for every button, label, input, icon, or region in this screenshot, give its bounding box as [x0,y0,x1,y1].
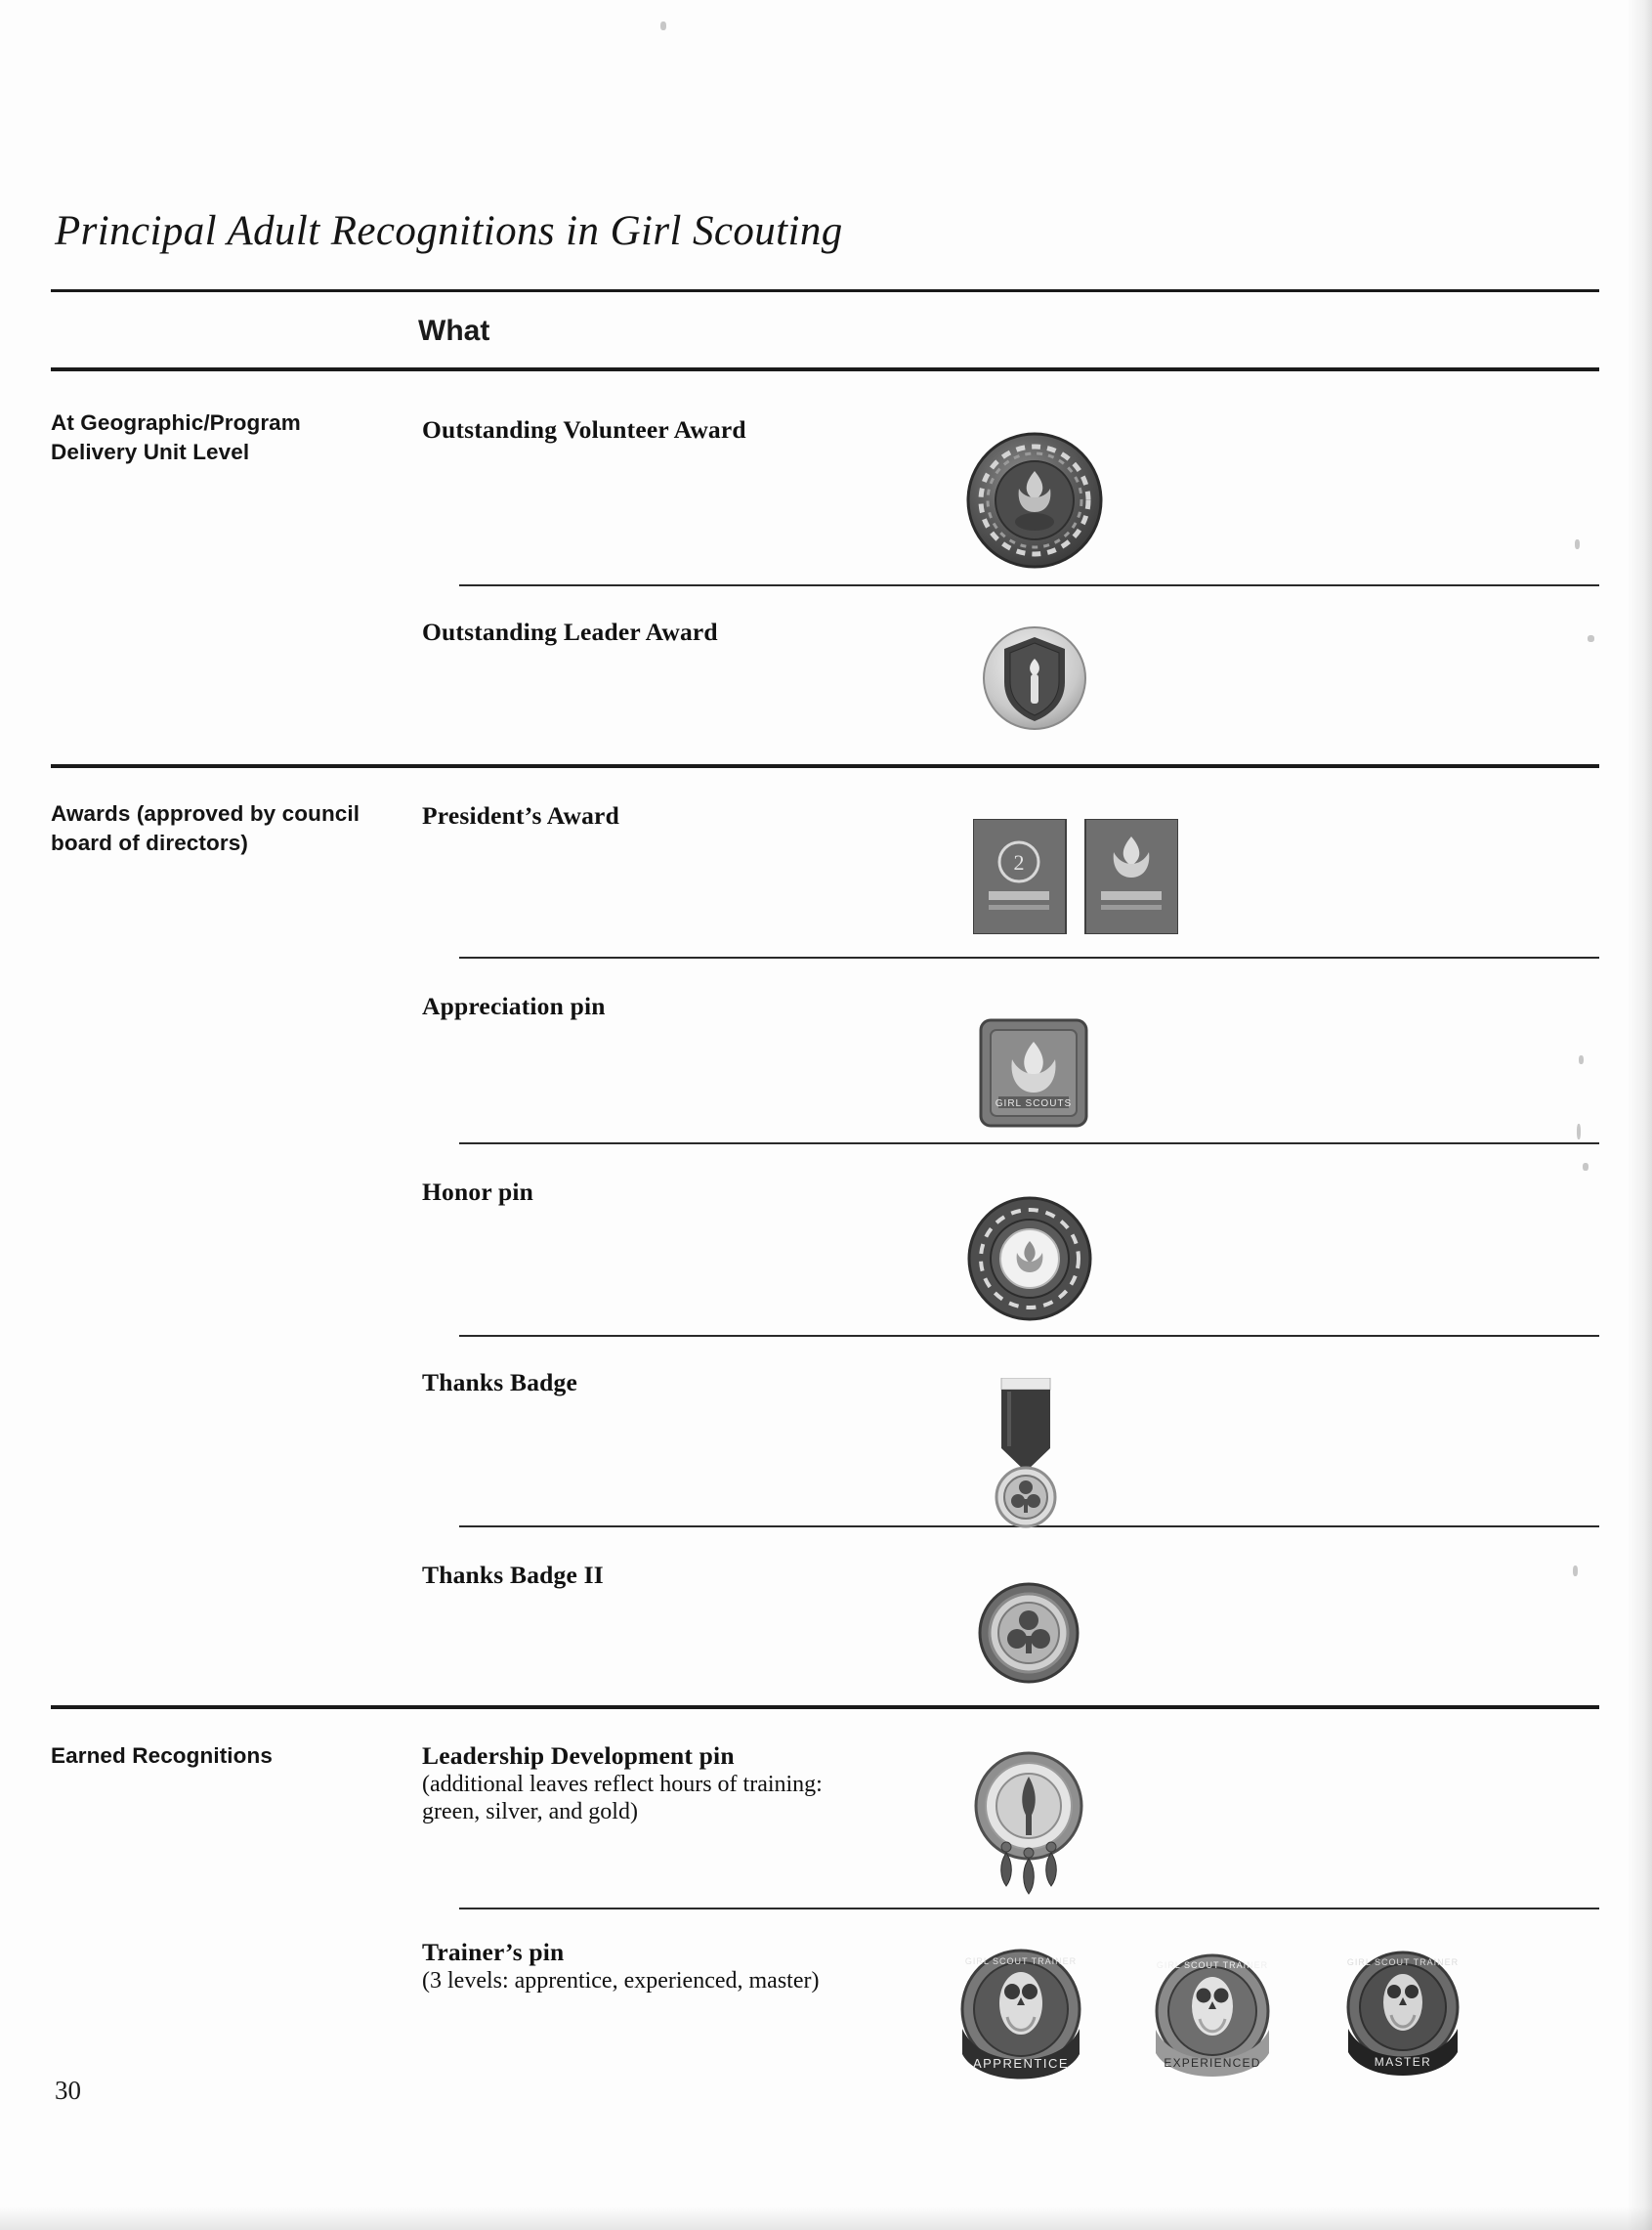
rule-row-divider-3 [459,1142,1599,1144]
row-item-honor-pin [422,1178,832,1207]
category-label-geographic: At Geographic/Program Delivery Unit Level [51,410,301,464]
page-title: Principal Adult Recognitions in Girl Scouting [55,208,843,254]
scan-speck [1579,1055,1584,1064]
rule-row-divider-1 [459,584,1599,586]
row-item-presidents-award [422,801,832,831]
row-item-trainers-pin [422,1938,832,1994]
rule-section-divider-1 [51,764,1599,768]
art-appreciation-pin [977,1016,1090,1130]
item-name: Thanks Badge II [422,1561,604,1589]
category-label-earned-recognitions: Earned Recognitions [51,1743,273,1768]
category-label-awards: Awards (approved by council board of directors) [51,801,360,855]
art-thanks-badge [972,1378,1080,1534]
trainer-badge-top-label: GIRL SCOUT TRAINER [1346,1957,1460,1967]
art-thanks-badge-ii [977,1581,1080,1685]
scan-speck [660,21,666,30]
row-item-appreciation-pin [422,992,832,1021]
column-header-what: What [418,315,490,347]
item-name: Outstanding Leader Award [422,618,718,646]
rule-section-divider-2 [51,1705,1599,1709]
trainer-badge-top-label: GIRL SCOUT TRAINER [1156,1960,1269,1970]
item-name: Appreciation pin [422,992,606,1020]
scan-edge-shadow [1627,0,1652,2230]
page-number: 30 [55,2076,81,2105]
scan-speck [1577,1124,1581,1139]
trainer-badge-label: APPRENTICE [972,2056,1070,2071]
item-name: President’s Award [422,801,619,830]
rule-row-divider-4 [459,1335,1599,1337]
art-outstanding-volunteer-award [962,428,1107,573]
art-outstanding-leader-award [969,625,1100,731]
row-item-thanks-badge [422,1368,832,1397]
rule-top [51,289,1599,292]
scan-speck [1575,539,1580,549]
scan-speck [1583,1163,1588,1171]
trainer-badge-label: EXPERIENCED [1164,2056,1261,2070]
item-name: Thanks Badge [422,1368,578,1396]
art-presidents-award [973,819,1178,934]
art-honor-pin [962,1194,1097,1323]
rule-header-bottom [51,367,1599,371]
item-name: Leadership Development pin [422,1741,735,1770]
row-item-thanks-badge-ii [422,1561,832,1590]
row-item-leadership-development-pin [422,1741,832,1825]
art-trainer-pin-master [1338,1947,1467,2091]
rule-row-divider-6 [459,1908,1599,1909]
art-trainer-pin-apprentice [953,1945,1089,2093]
item-subtext: (additional leaves reflect hours of training: green, silver, and gold) [422,1772,823,1824]
item-name: Outstanding Volunteer Award [422,415,746,444]
rule-row-divider-2 [459,957,1599,959]
art-leadership-development-pin [967,1749,1090,1906]
art-trainer-pin-experienced [1148,1950,1277,2091]
item-subtext: (3 levels: apprentice, experienced, master) [422,1968,820,1994]
svg-text:2: 2 [1013,850,1025,875]
item-name: Honor pin [422,1178,533,1206]
svg-text:GIRL SCOUTS: GIRL SCOUTS [995,1098,1073,1109]
scan-speck [1573,1565,1578,1576]
row-item-outstanding-volunteer-award [422,415,832,445]
trainer-badge-top-label: GIRL SCOUT TRAINER [964,1956,1078,1966]
scan-bottom-shadow [0,2207,1652,2230]
trainer-badge-label: MASTER [1374,2055,1432,2069]
item-name: Trainer’s pin [422,1938,565,1966]
scan-speck [1588,635,1594,642]
row-item-outstanding-leader-award [422,618,832,647]
